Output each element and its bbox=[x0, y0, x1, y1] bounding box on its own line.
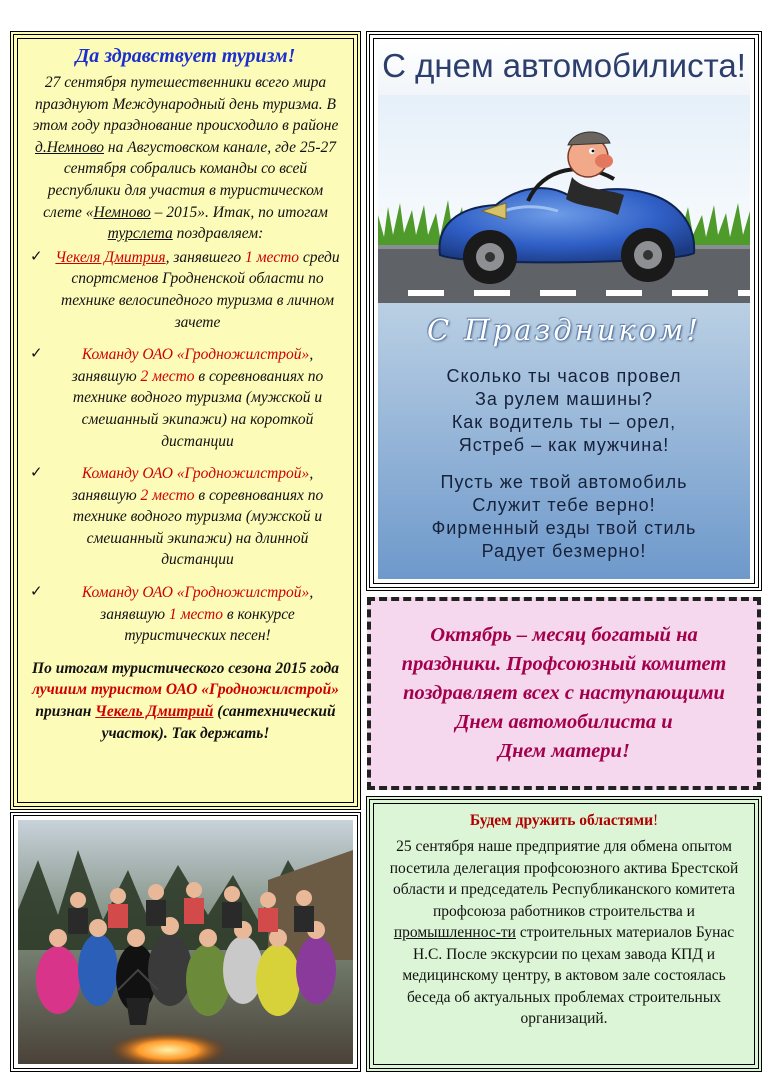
intro-text-2: на Августовском канале, где 25-27 сентября собрались команды со всей республики для участия в туристическом слете « bbox=[43, 138, 336, 221]
poster-background bbox=[378, 43, 750, 579]
tourism-summary bbox=[28, 658, 343, 744]
summary-text-3: (сантехнический участок). Так держать! bbox=[101, 703, 336, 742]
october-text bbox=[381, 621, 747, 766]
poem-line: За рулем машины? bbox=[475, 389, 653, 409]
photo-frame bbox=[18, 820, 353, 1064]
award-rest: в конкурсе туристических песен! bbox=[124, 605, 295, 645]
award-mid: , занявшую bbox=[100, 584, 314, 623]
regions-title-text: Будем дружить областями bbox=[469, 812, 653, 829]
intro-place: д.Немново bbox=[35, 138, 105, 156]
award-item bbox=[28, 344, 343, 452]
regions-title-mark: ! bbox=[653, 812, 659, 829]
award-mid: , занявшую bbox=[71, 346, 314, 385]
award-place: 2 место bbox=[140, 367, 195, 385]
award-item bbox=[28, 247, 343, 333]
tourism-intro bbox=[28, 72, 343, 245]
regions-text bbox=[388, 836, 740, 1030]
regions-text-2: строительных материалов Бунас Н.С. После экскурсии по цехам завода КПД и медицинскому центру, в актовом зале состоялась беседа об актуальных проблемах строительных организаций. bbox=[402, 924, 735, 1027]
tourism-article bbox=[10, 31, 361, 810]
regions-text-1: 25 сентября наше предприятие для обмена опытом посетила делегация профсоюзного актива Брестской области и председатель Республиканского комитета профсоюза работников строительства и bbox=[389, 838, 739, 920]
october-line-1: Октябрь – месяц богатый на праздники. Профсоюзный комитет поздравляет всех с наступающими Днем автомобилиста и bbox=[401, 624, 727, 733]
award-place: 1 место bbox=[168, 605, 223, 623]
intro-text-3: – 2015». Итак, по итогам bbox=[150, 203, 328, 221]
award-item bbox=[28, 582, 343, 647]
congrats-heading: С Праздником! bbox=[426, 313, 701, 347]
tourists-group-image bbox=[18, 820, 353, 1064]
award-mid: , занявшую bbox=[71, 465, 314, 504]
poem-line: Радует безмерно! bbox=[481, 541, 647, 561]
summary-text-1: По итогам туристического сезона 2015 года bbox=[32, 659, 339, 677]
award-who: Чекеля Дмитрия bbox=[55, 248, 166, 266]
poem-line: Как водитель ты – орел, bbox=[451, 412, 677, 432]
checkmark-icon: ✓ bbox=[30, 584, 43, 601]
regions-article bbox=[366, 796, 762, 1072]
intro-event: Немново bbox=[93, 203, 151, 221]
october-greeting bbox=[367, 597, 761, 790]
award-place: 2 место bbox=[140, 486, 195, 504]
checkmark-icon: ✓ bbox=[30, 465, 43, 482]
award-who: Команду ОАО «Гродножилстрой» bbox=[81, 465, 310, 483]
award-rest: среди спортсменов Гродненской области по технике велосипедного туризма в личном зачете bbox=[61, 248, 340, 331]
poem-stanza-1 bbox=[378, 365, 750, 457]
award-rest: в соревнованиях по технике водного туризма (мужской и смешанный экипажи) на короткой дистанции bbox=[72, 367, 324, 450]
intro-turslet: турслета bbox=[107, 225, 173, 243]
checkmark-icon: ✓ bbox=[30, 346, 43, 363]
poem-line: Ястреб – как мужчина! bbox=[458, 435, 670, 455]
motorist-day-poster bbox=[366, 31, 762, 591]
tourism-title: Да здравствует туризм! bbox=[75, 45, 296, 67]
poem-stanza-2 bbox=[378, 471, 750, 563]
summary-name: Чекель Дмитрий bbox=[95, 703, 214, 721]
awards-list bbox=[28, 247, 343, 647]
summary-best: лучшим туристом ОАО «Гродножилстрой» bbox=[32, 681, 339, 699]
award-mid: , занявшего bbox=[165, 248, 245, 266]
group-photo bbox=[10, 812, 361, 1072]
poster-title: С днем автомобилиста! bbox=[382, 47, 746, 84]
poem-line: Служит тебе верно! bbox=[472, 495, 656, 515]
regions-title bbox=[388, 812, 740, 830]
poem-line: Фирменный езды твой стиль bbox=[431, 518, 697, 538]
october-line-2: Днем матери! bbox=[498, 740, 630, 762]
intro-text-4: поздравляем: bbox=[172, 225, 264, 243]
poem-line: Сколько ты часов провел bbox=[446, 366, 682, 386]
award-place: 1 место bbox=[245, 248, 300, 266]
award-who: Команду ОАО «Гродножилстрой» bbox=[81, 346, 310, 364]
summary-text-2: признан bbox=[35, 703, 96, 721]
car-illustration bbox=[378, 95, 750, 303]
award-item bbox=[28, 463, 343, 571]
regions-text-underlined: промышленнос-ти bbox=[393, 924, 516, 941]
poem-line: Пусть же твой автомобиль bbox=[440, 472, 688, 492]
checkmark-icon: ✓ bbox=[30, 248, 43, 265]
award-who: Команду ОАО «Гродножилстрой» bbox=[81, 584, 310, 602]
intro-text-1: 27 сентября путешественники всего мира празднуют Международный день туризма. В этом году празднование происходило в районе bbox=[32, 74, 339, 135]
award-rest: в соревнованиях по технике водного туризма (мужской и смешанный экипажи) на длинной дистанции bbox=[72, 486, 324, 569]
